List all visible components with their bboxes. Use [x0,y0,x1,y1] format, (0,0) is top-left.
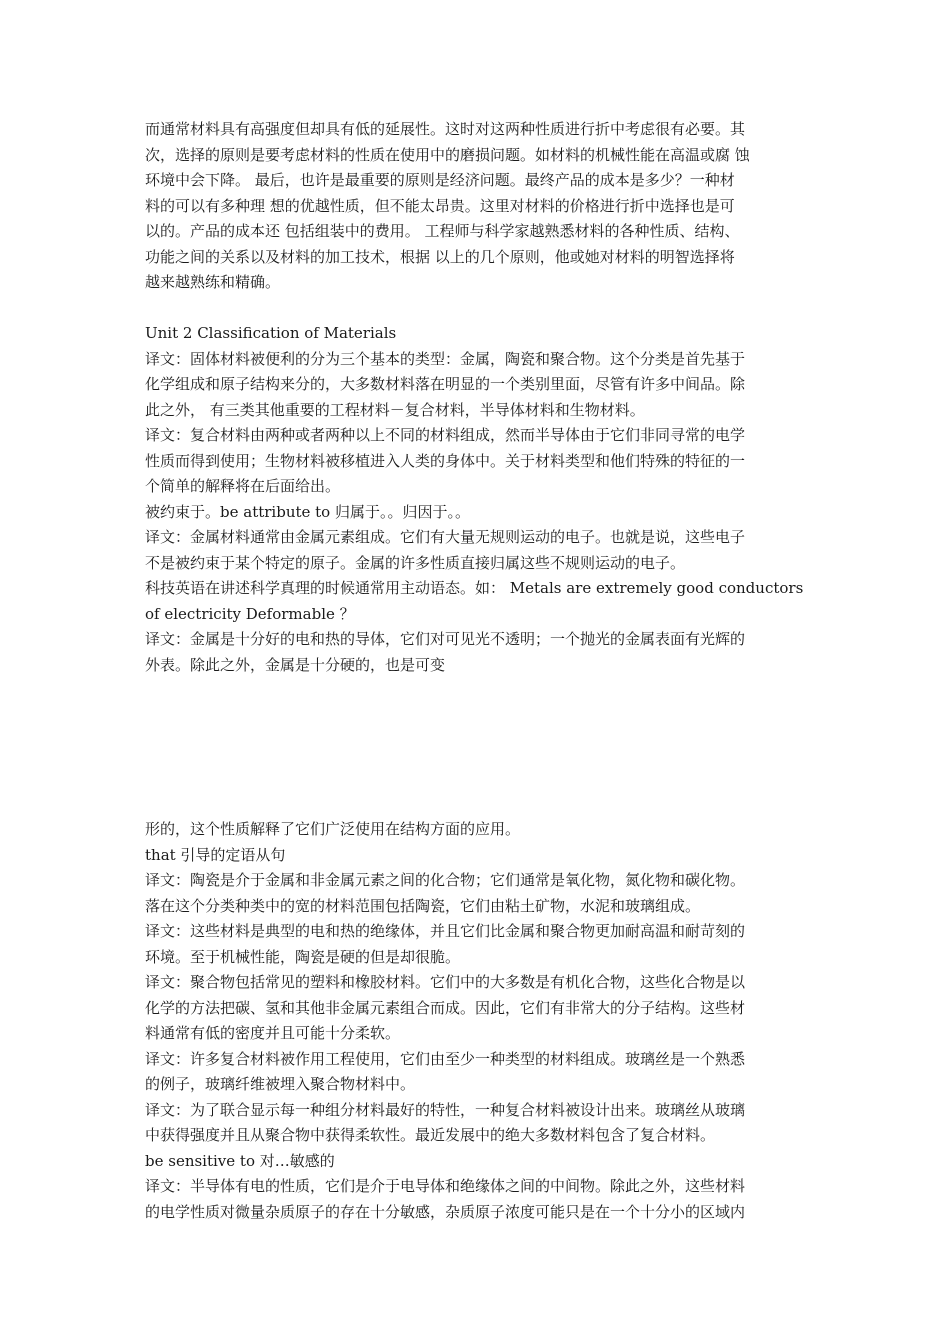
text-line: 落在这个分类种类中的宽的材料范围包括陶瓷，它们由粘土矿物，水泥和玻璃组成。 [145,896,701,915]
text-line: 个简单的解释将在后面给出。 [145,477,341,495]
text-line: 化学的方法把碳、氢和其他非金属元素组合而成。因此，它们有非常大的分子结构。这些材 [145,998,746,1017]
text-line: 化学组成和原子结构来分的，大多数材料落在明显的一个类别里面，尽管有许多中间品。除 [145,375,746,393]
text-line: 译文：半导体有电的性质，它们是介于电导体和绝缘体之间的中间物。除此之外，这些材料 [145,1177,746,1195]
text-line: 译文：聚合物包括常见的塑料和橡胶材料。它们中的大多数是有机化合物，这些化合物是以 [145,973,746,991]
text-line: be sensitive to 对…敏感的 [145,1151,335,1170]
text-block-page-2 [145,817,810,1225]
text-line: 译文：陶瓷是介于金属和非金属元素之间的化合物；它们通常是氧化物，氮化物和碳化物。 [145,871,746,889]
text-line: of electricity Deformable ？ [145,604,355,623]
text-line: 译文：许多复合材料被作用工程使用，它们由至少一种类型的材料组成。玻璃丝是一个熟悉 [145,1049,746,1068]
text-line: 译文：金属材料通常由金属元素组成。它们有大量无规则运动的电子。也就是说，这些电子 [145,528,746,546]
unit-heading: Unit 2 Classification of Materials [145,324,397,342]
text-line: 形的，这个性质解释了它们广泛使用在结构方面的应用。 [145,820,521,838]
text-line: 环境中会下降。 最后，也许是最重要的原则是经济问题。最终产品的成本是多少？一种材 [145,171,735,189]
text-line: 不是被约束于某个特定的原子。金属的许多性质直接归属这些不规则运动的电子。 [145,553,686,572]
text-line: 译文：这些材料是典型的电和热的绝缘体，并且它们比金属和聚合物更加耐高温和耐苛刻的 [145,922,746,940]
text-line: 越来越熟练和精确。 [145,273,281,291]
text-line: 此之外， 有三类其他重要的工程材料－复合材料，半导体材料和生物材料。 [145,400,645,419]
text-line: 译文：复合材料由两种或者两种以上不同的材料组成，然而半导体由于它们非同寻常的电学 [145,426,746,444]
text-line: 料通常有低的密度并且可能十分柔软。 [145,1024,401,1042]
text-line: 料的可以有多种理 想的优越性质，但不能太昂贵。这里对材料的价格进行折中选择也是可 [145,196,735,215]
text-line: 译文：为了联合显示每一种组分材料最好的特性，一种复合材料被设计出来。玻璃丝从玻璃 [145,1100,746,1119]
text-line: 译文：固体材料被便利的分为三个基本的类型：金属，陶瓷和聚合物。这个分类是首先基于 [145,349,746,368]
text-line: 次，选择的原则是要考虑材料的性质在使用中的磨损问题。如材料的机械性能在高温或腐 蚀 [145,145,750,164]
text-line: 中获得强度并且从聚合物中获得柔软性。最近发展中的绝大多数材料包含了复合材料。 [145,1126,716,1144]
text-line: 环境。至于机械性能，陶瓷是硬的但是却很脆。 [145,947,461,966]
text-block-page-1 [145,117,810,678]
text-line: 的电学性质对微量杂质原子的存在十分敏感，杂质原子浓度可能只是在一个十分小的区域内 [145,1202,746,1221]
text-line: 以的。产品的成本还 包括组装中的费用。 工程师与科学家越熟悉材料的各种性质、结构、 [145,222,740,240]
text-line: 的例子，玻璃纤维被埋入聚合物材料中。 [145,1075,416,1093]
text-line: 译文：金属是十分好的电和热的导体，它们对可见光不透明；一个抛光的金属表面有光辉的 [145,630,746,648]
text-line: 而通常材料具有高强度但却具有低的延展性。这时对这两种性质进行折中考虑很有必要。其 [145,120,746,138]
text-line: 被约束于。be attribute to 归属于。。归因于。。 [145,502,470,521]
text-line: 外表。除此之外，金属是十分硬的，也是可变 [145,655,446,674]
text-line: 功能之间的关系以及材料的加工技术，根据 以上的几个原则，他或她对材料的明智选择将 [145,247,735,266]
paragraph-gap [145,296,810,322]
text-line: 科技英语在讲述科学真理的时候通常用主动语态。如： Metals are extremely good conductors [145,579,804,597]
text-line: 性质而得到使用；生物材料被移植进入人类的身体中。关于材料类型和他们特殊的特征的一 [145,451,746,470]
text-line: that 引导的定语从句 [145,845,286,864]
